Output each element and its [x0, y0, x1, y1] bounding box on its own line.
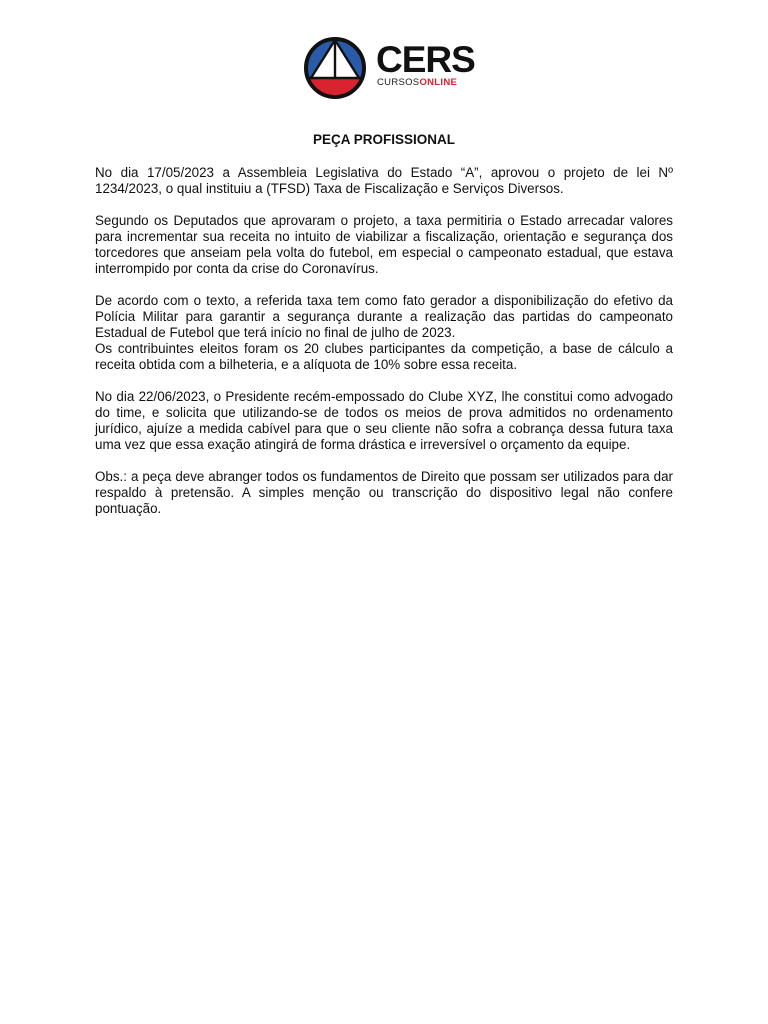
paragraph-client-request: No dia 22/06/2023, o Presidente recém-empossado do Clube XYZ, lhe constitui como advogado do time, e solicita que utilizando-se de todos os meios de prova admitidos no ordenamento jurídico, ajuíze a medida cabível para que o seu cliente não sofra a cobrança dessa futura taxa uma vez que essa exação atingirá de forma drástica e irreversível o orçamento da equipe. — [95, 389, 673, 452]
logo-subtitle-online: ONLINE — [419, 77, 458, 88]
paragraph-observation: Obs.: a peça deve abranger todos os fundamentos de Direito que possam ser utilizados para dar respaldo à pretensão. A simples menção ou transcrição do dispositivo legal não confere pontuação. — [95, 469, 673, 516]
document-title: PEÇA PROFISSIONAL — [312, 132, 455, 147]
paragraph-taxpayers: Os contribuintes eleitos foram os 20 clubes participantes da competição, a base de cálculo a receita obtida com a bilheteria, e a alíquota de 10% sobre essa receita. — [95, 341, 673, 372]
paragraph-deputies-rationale: Segundo os Deputados que aprovaram o projeto, a taxa permitiria o Estado arrecadar valores para incrementar sua receita no intuito de viabilizar a fiscalização, orientação e segurança dos torcedores que anseiam pela volta do futebol, em especial o campeonato estadual, que estava interrompido por conta da crise do Coronavírus. — [95, 213, 673, 276]
paragraph-law-approval: No dia 17/05/2023 a Assembleia Legislativa do Estado “A”, aprovou o projeto de lei Nº 1234/2023, o qual instituiu a (TFSD) Taxa de Fiscalização e Serviços Diversos. — [95, 165, 673, 196]
cers-emblem-icon — [303, 36, 367, 100]
logo-subtitle-cursos: CURSOS — [377, 77, 420, 88]
document-body — [95, 165, 673, 533]
paragraph-taxable-event: De acordo com o texto, a referida taxa tem como fato gerador a disponibilização do efetivo da Polícia Militar para garantir a segurança durante a realização das partidas do campeonato Estadual de Futebol que terá início no final de julho de 2023. — [95, 293, 673, 340]
logo-brand-text: CERS — [376, 39, 475, 80]
cers-logo — [303, 36, 473, 100]
logo-subtitle — [377, 78, 457, 88]
